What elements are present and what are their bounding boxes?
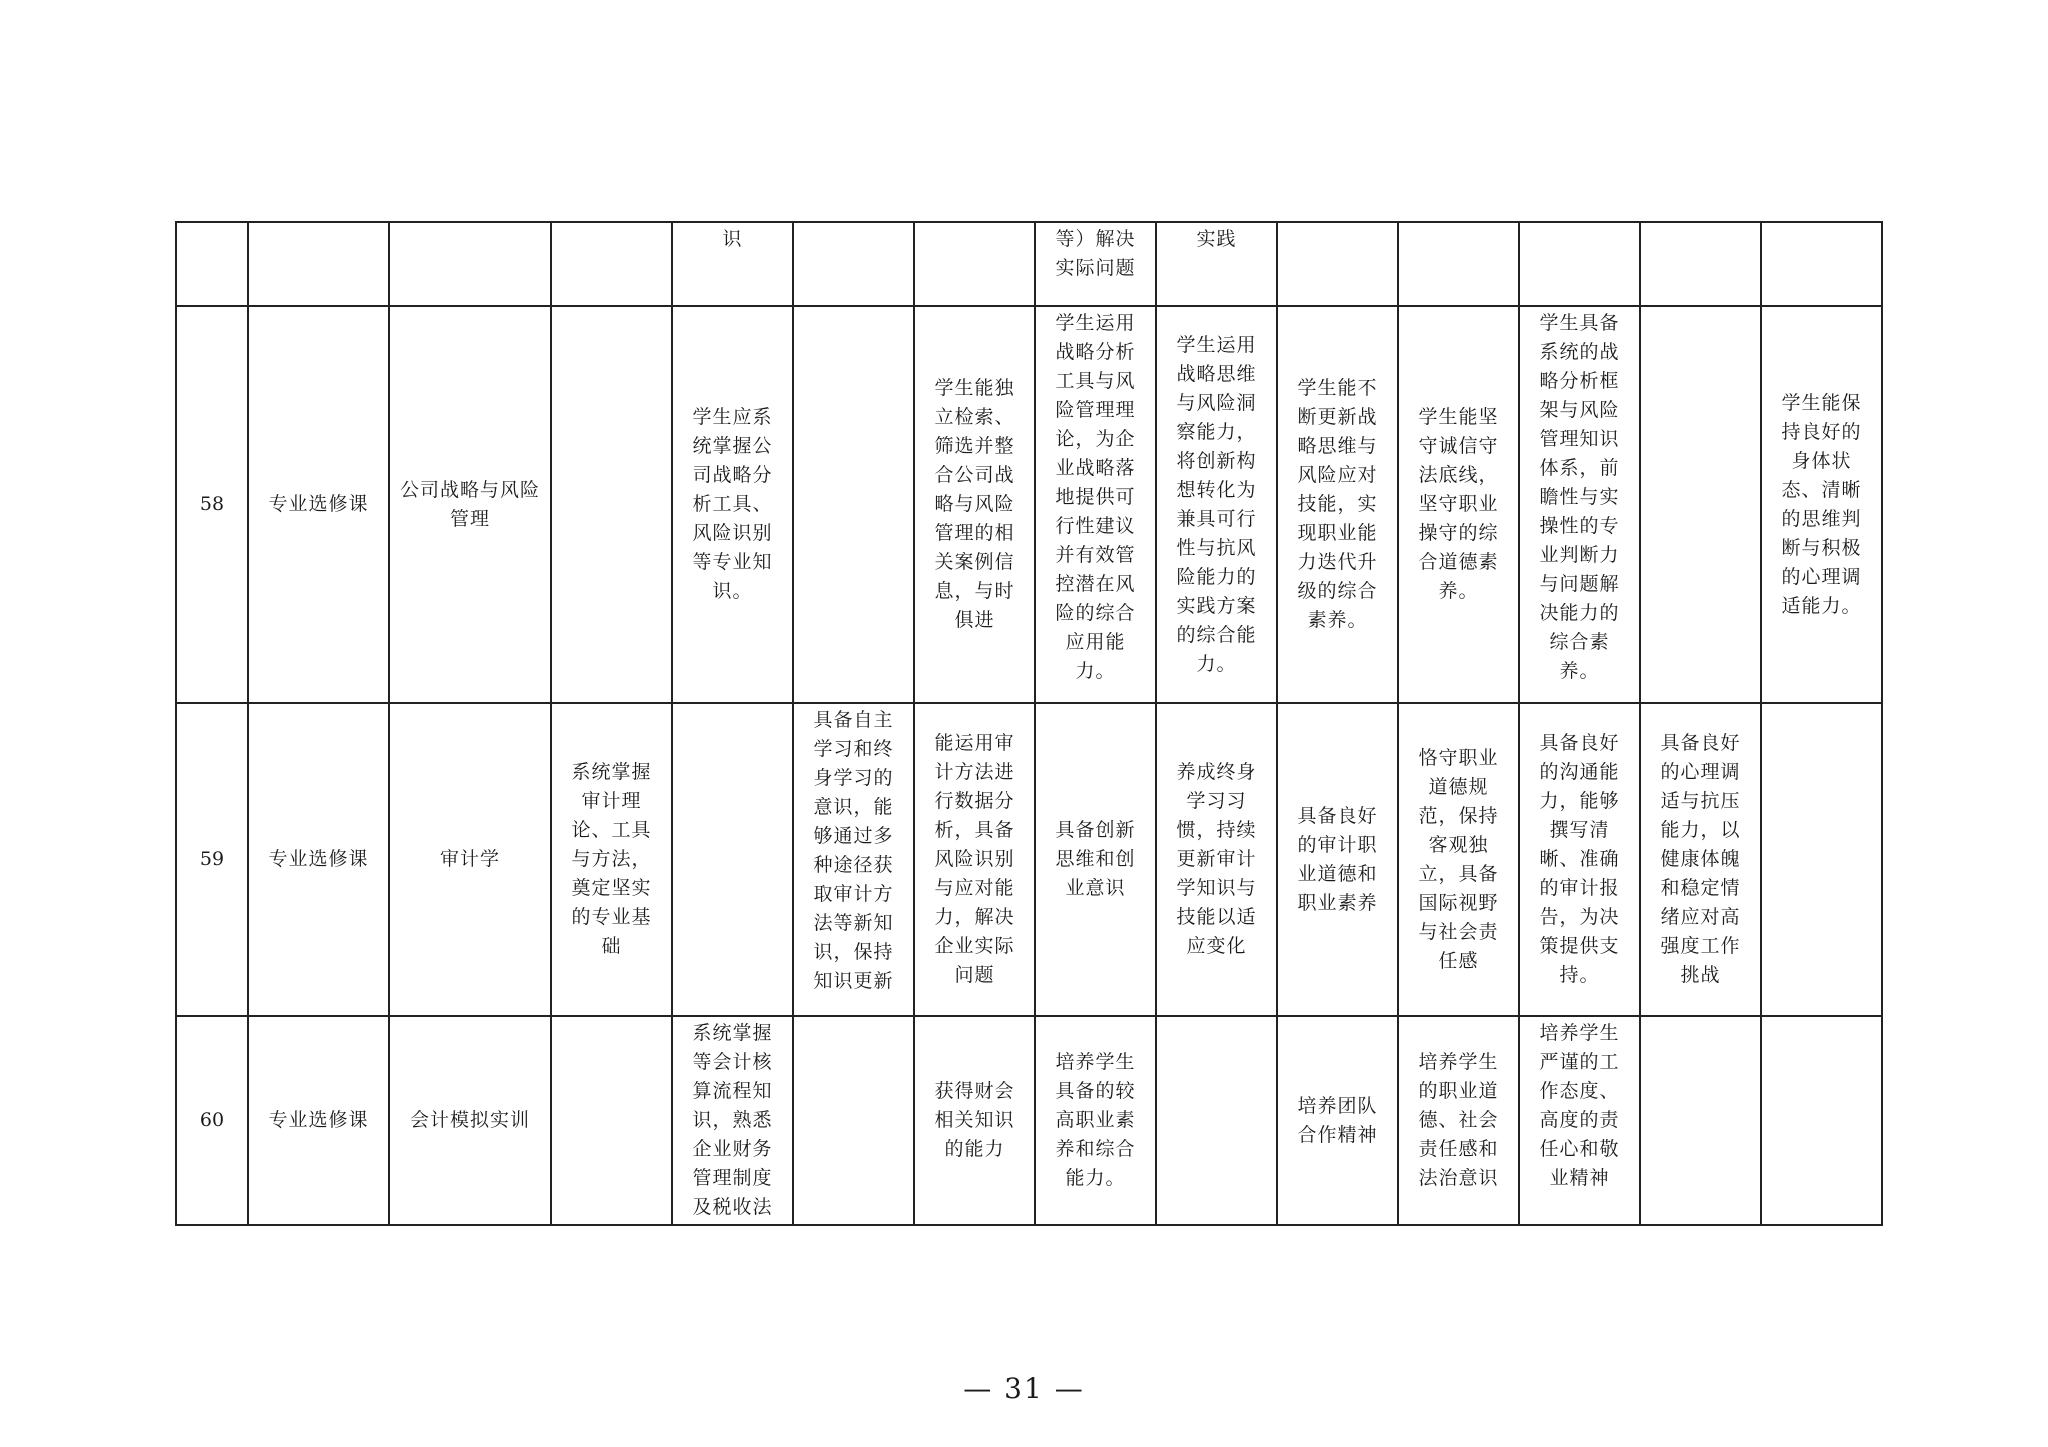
objective-cell: 能运用审计方法进行数据分析，具备风险识别与应对能力，解决企业实际问题 — [914, 703, 1035, 1016]
objective-cell: 学生具备系统的战略分析框架与风险管理知识体系，前瞻性与实操性的专业判断力与问题解决能力的综合素养。 — [1519, 306, 1640, 703]
course-category-cell: 专业选修课 — [248, 306, 389, 703]
row-number-cell: 58 — [176, 306, 248, 703]
objective-cell: 学生能保持良好的身体状态、清晰的思维判断与积极的心理调适能力。 — [1761, 306, 1882, 703]
objective-cell — [551, 222, 672, 306]
objective-cell: 具备自主学习和终身学习的意识，能够通过多种途径获取审计方法等新知识，保持知识更新 — [793, 703, 914, 1016]
objective-cell: 培养团队合作精神 — [1277, 1016, 1398, 1225]
objective-cell: 系统掌握等会计核算流程知识，熟悉企业财务管理制度及税收法 — [672, 1016, 793, 1225]
objective-cell: 养成终身学习习惯，持续更新审计学知识与技能以适应变化 — [1156, 703, 1277, 1016]
table-row — [176, 222, 1882, 306]
objective-cell: 实践 — [1156, 222, 1277, 306]
objective-cell: 培养学生的职业道德、社会责任感和法治意识 — [1398, 1016, 1519, 1225]
objective-cell — [551, 306, 672, 703]
course-name-cell: 公司战略与风险管理 — [389, 306, 551, 703]
objective-cell — [1761, 222, 1882, 306]
objective-cell: 恪守职业道德规范，保持客观独立，具备国际视野与社会责任感 — [1398, 703, 1519, 1016]
objective-cell — [793, 1016, 914, 1225]
objective-cell: 学生应系统掌握公司战略分析工具、风险识别等专业知识。 — [672, 306, 793, 703]
objective-cell: 具备良好的沟通能力，能够撰写清晰、准确的审计报告，为决策提供支持。 — [1519, 703, 1640, 1016]
objective-cell: 具备良好的心理调适与抗压能力，以健康体魄和稳定情绪应对高强度工作挑战 — [1640, 703, 1761, 1016]
objective-cell — [914, 222, 1035, 306]
objective-cell — [1761, 1016, 1882, 1225]
objective-cell: 学生能独立检索、筛选并整合公司战略与风险管理的相关案例信息，与时俱进 — [914, 306, 1035, 703]
course-category-cell — [248, 222, 389, 306]
row-number-cell: 60 — [176, 1016, 248, 1225]
objective-cell: 具备创新思维和创业意识 — [1035, 703, 1156, 1016]
objective-cell — [1519, 222, 1640, 306]
objective-cell: 等）解决实际问题 — [1035, 222, 1156, 306]
course-name-cell: 会计模拟实训 — [389, 1016, 551, 1225]
objective-cell — [1640, 222, 1761, 306]
objective-cell — [1398, 222, 1519, 306]
objective-cell — [793, 306, 914, 703]
objective-cell — [793, 222, 914, 306]
objective-cell: 学生运用战略思维与风险洞察能力，将创新构想转化为兼具可行性与抗风险能力的实践方案的综合能力。 — [1156, 306, 1277, 703]
table-row — [176, 703, 1882, 1016]
course-category-cell: 专业选修课 — [248, 1016, 389, 1225]
objective-cell: 培养学生具备的较高职业素养和综合能力。 — [1035, 1016, 1156, 1225]
table-row — [176, 306, 1882, 703]
course-category-cell: 专业选修课 — [248, 703, 389, 1016]
course-objectives-table — [175, 221, 1883, 1226]
objective-cell: 学生能坚守诚信守法底线，坚守职业操守的综合道德素养。 — [1398, 306, 1519, 703]
row-number-cell — [176, 222, 248, 306]
objective-cell — [1640, 306, 1761, 703]
objective-cell — [551, 1016, 672, 1225]
objective-cell: 获得财会相关知识的能力 — [914, 1016, 1035, 1225]
objective-cell: 培养学生严谨的工作态度、高度的责任心和敬业精神 — [1519, 1016, 1640, 1225]
course-name-cell — [389, 222, 551, 306]
objective-cell: 系统掌握审计理论、工具与方法，奠定坚实的专业基础 — [551, 703, 672, 1016]
table-row — [176, 1016, 1882, 1225]
objective-cell: 学生运用战略分析工具与风险管理理论，为企业战略落地提供可行性建议并有效管控潜在风险的综合应用能力。 — [1035, 306, 1156, 703]
objective-cell: 具备良好的审计职业道德和职业素养 — [1277, 703, 1398, 1016]
objective-cell — [1156, 1016, 1277, 1225]
objective-cell: 学生能不断更新战略思维与风险应对技能，实现职业能力迭代升级的综合素养。 — [1277, 306, 1398, 703]
row-number-cell: 59 — [176, 703, 248, 1016]
objective-cell — [672, 703, 793, 1016]
objective-cell: 识 — [672, 222, 793, 306]
objective-cell — [1277, 222, 1398, 306]
objective-cell — [1640, 1016, 1761, 1225]
page-number: — 31 — — [963, 1372, 1085, 1405]
objective-cell — [1761, 703, 1882, 1016]
course-name-cell: 审计学 — [389, 703, 551, 1016]
